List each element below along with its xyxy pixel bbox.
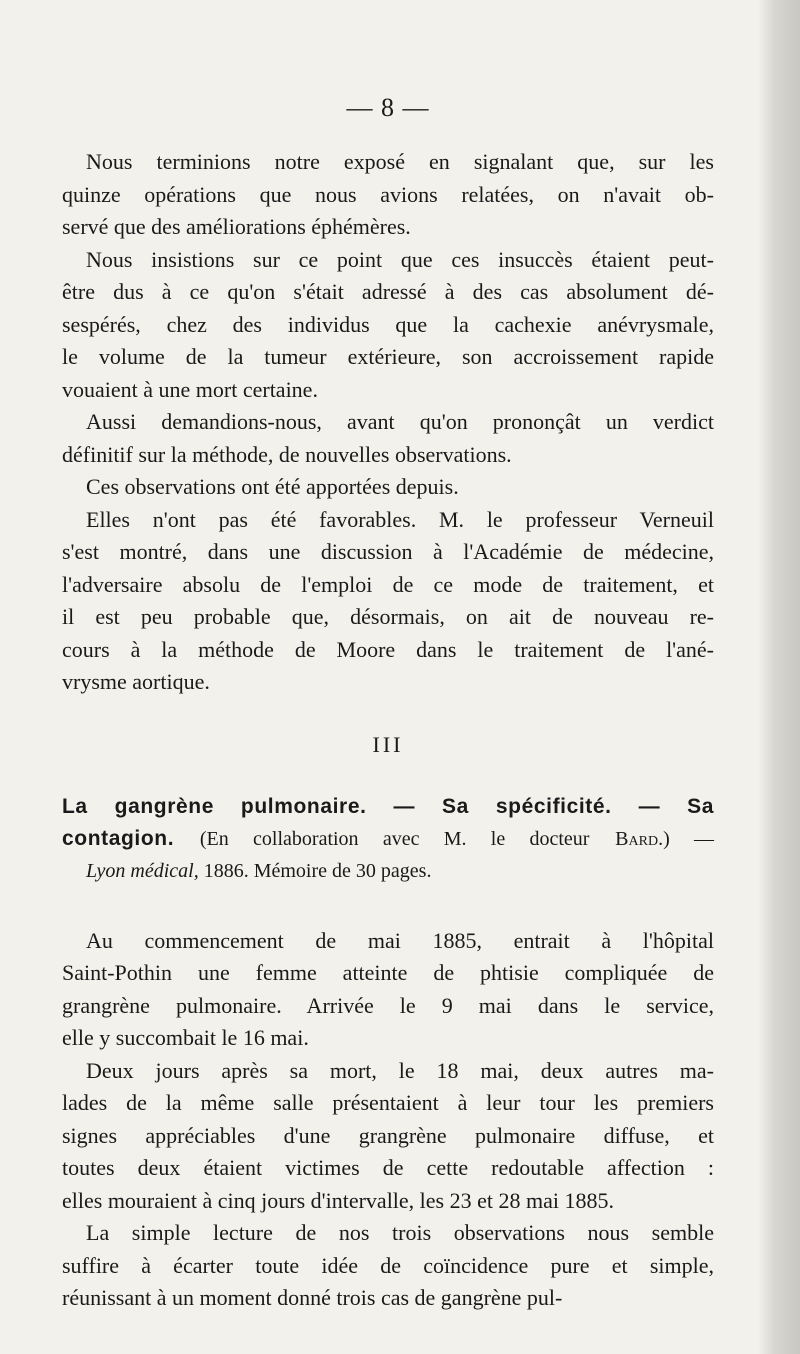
text-line: elle y succombait le 16 mai. <box>62 1025 309 1050</box>
body-text-before <box>62 146 714 699</box>
text-line: lades de la même salle présentaient à leur tour les premiers <box>62 1090 714 1115</box>
text-line: vrysme aortique. <box>62 669 210 694</box>
citation <box>62 855 714 887</box>
heading-author: Bard. <box>615 827 664 850</box>
before-paragraph <box>62 244 714 407</box>
before-paragraph <box>62 146 714 244</box>
text-line: Ces observations ont été apportées depuis. <box>86 474 459 499</box>
heading-line-2 <box>62 823 714 855</box>
text-line: servé que des améliorations éphémères. <box>62 214 411 239</box>
text-line: vouaient à une mort certaine. <box>62 376 318 402</box>
citation-details: 1886. Mémoire de 30 pages. <box>203 859 432 882</box>
before-paragraph <box>62 406 714 471</box>
text-line: sespérés, chez des individus que la cachexie anévrysmale, <box>62 311 714 337</box>
after-paragraph <box>62 1217 714 1315</box>
body-text-after <box>62 925 714 1315</box>
heading-collaboration: (En collaboration avec M. le docteur <box>199 827 590 850</box>
text-line: elles mouraient à cinq jours d'intervalle, les 23 et 28 mai 1885. <box>62 1187 614 1213</box>
text-line: suffire à écarter toute idée de coïncidence pure et simple, <box>62 1252 714 1278</box>
after-paragraph <box>62 1055 714 1218</box>
page-number: — 8 — <box>346 93 430 122</box>
text-line: cours à la méthode de Moore dans le traitement de l'ané- <box>62 636 714 662</box>
text-line: grangrène pulmonaire. Arrivée le 9 mai dans le service, <box>62 992 714 1018</box>
text-line: Au commencement de mai 1885, entrait à l'hôpital <box>86 927 714 953</box>
heading-line-1: La gangrène pulmonaire. — Sa spécificité. — Sa <box>62 794 714 818</box>
heading-contagion: contagion. <box>62 826 175 850</box>
heading-dash: ) — <box>663 827 715 850</box>
text-line: signes appréciables d'une grangrène pulmonaire diffuse, et <box>62 1122 714 1148</box>
section-heading <box>62 791 714 855</box>
text-line: Nous insistions sur ce point que ces insuccès étaient peut- <box>86 246 714 272</box>
citation-journal: Lyon médical, <box>86 859 199 882</box>
text-line: s'est montré, dans une discussion à l'Académie de médecine, <box>62 539 714 564</box>
text-line: le volume de la tumeur extérieure, son accroissement rapide <box>62 344 714 369</box>
text-line: quinze opérations que nous avions relatées, on n'avait ob- <box>62 181 714 207</box>
text-line: toutes deux étaient victimes de cette redoutable affection : <box>62 1155 714 1180</box>
after-paragraph <box>62 925 714 1055</box>
section-numeral: III <box>372 731 404 757</box>
text-line: La simple lecture de nos trois observations nous semble <box>86 1220 714 1245</box>
text-line: Aussi demandions-nous, avant qu'on prononçât un verdict <box>86 409 714 434</box>
text-line: réunissant à un moment donné trois cas de gangrène pul- <box>62 1285 563 1310</box>
before-paragraph <box>62 504 714 699</box>
text-line: Deux jours après sa mort, le 18 mai, deux autres ma- <box>86 1057 714 1083</box>
text-line: Saint-Pothin une femme atteinte de phtisie compliquée de <box>62 960 714 985</box>
text-line: être dus à ce qu'on s'était adressé à des cas absolument dé- <box>62 279 714 304</box>
text-line: Elles n'ont pas été favorables. M. le professeur Verneuil <box>86 506 714 532</box>
text-line: il est peu probable que, désormais, on ait de nouveau re- <box>62 604 714 629</box>
text-line: Nous terminions notre exposé en signalant que, sur les <box>86 149 714 174</box>
before-paragraph <box>62 471 714 504</box>
page-shadow-edge <box>758 0 800 1354</box>
document-page <box>62 88 714 1315</box>
text-line: définitif sur la méthode, de nouvelles observations. <box>62 441 512 467</box>
text-line: l'adversaire absolu de l'emploi de ce mode de traitement, et <box>62 571 714 597</box>
